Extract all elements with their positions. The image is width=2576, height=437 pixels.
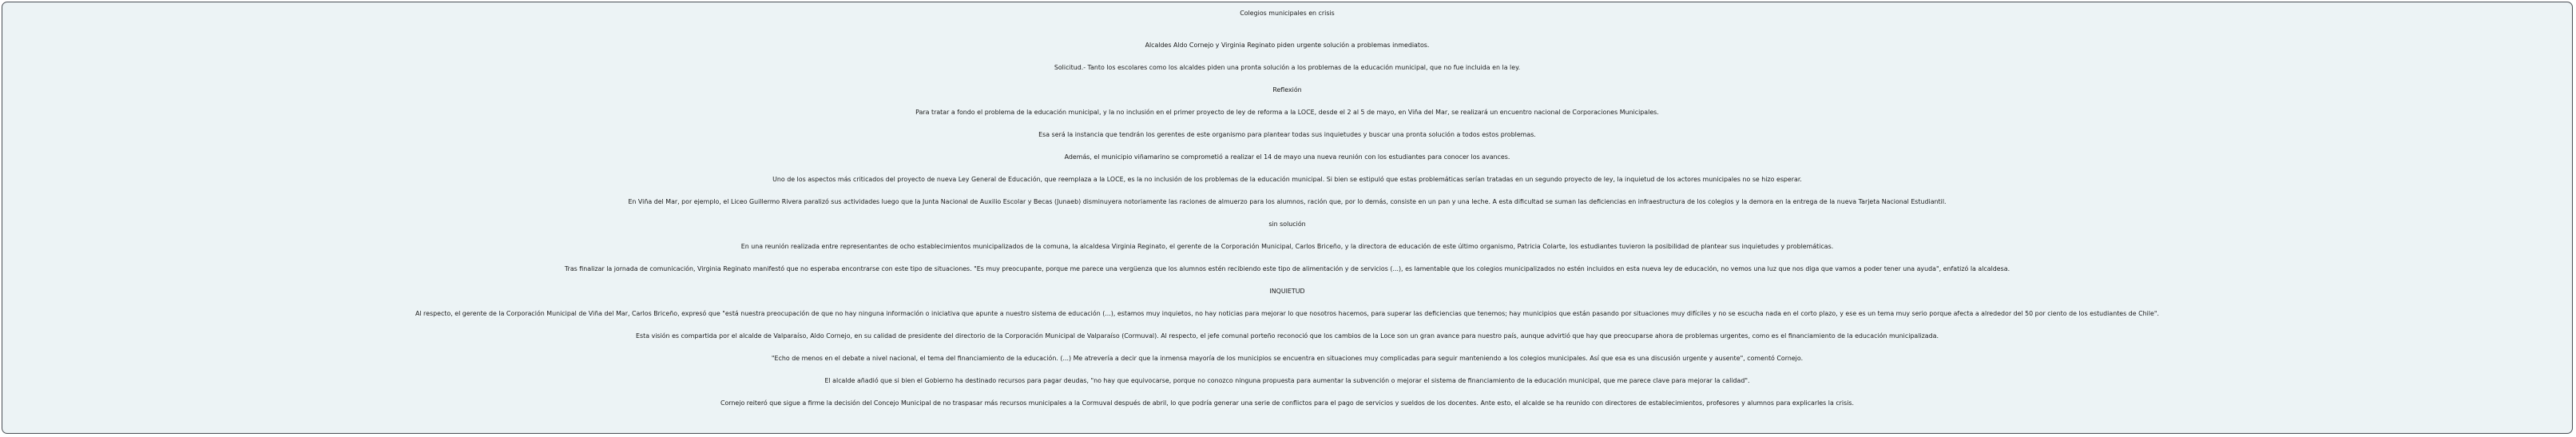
paragraph-solicitud: Solicitud.- Tanto los escolares como los alcaldes piden una pronta solución a los problemas de la educación municipal, que no fue incluida en la ley. bbox=[1054, 64, 1521, 71]
section-heading-reflexion: Reflexión bbox=[1272, 86, 1302, 93]
document-title: Colegios municipales en crisis bbox=[1240, 10, 1335, 17]
paragraph: Además, el municipio viñamarino se comprometió a realizar el 14 de mayo una nueva reunión con los estudiantes para conocer los avances. bbox=[1064, 153, 1510, 161]
paragraph: Esta visión es compartida por el alcalde de Valparaíso, Aldo Cornejo, en su calidad de presidente del directorio de la Corporación Municipal de Valparaíso (Cormuval). Al respecto, el jefe comunal porteño reconoció que los cambios de la Loce son un gran avance para nuestro país, aunque advirtió que hay que preocuparse ahora de problemas urgentes, como es el financiamiento de la educación municipalizada. bbox=[636, 332, 1939, 340]
section-heading-sin-solucion: sin solución bbox=[1268, 220, 1306, 228]
paragraph: Al respecto, el gerente de la Corporación Municipal de Viña del Mar, Carlos Briceño, expresó que "está nuestra preocupación de que no hay ninguna información o iniciativa que apunte a nuestro sistema de educación (...), estamos muy inquietos, no hay noticias para mejorar lo que nosotros hacemos, para superar las deficiencias que tenemos; hay municipios que están pasando por situaciones muy difíciles y no se escucha nada en el corto plazo, y ese es un tema muy serio porque afecta a alrededor del 50 por ciento de los estudiantes de Chile". bbox=[415, 310, 2160, 317]
paragraph: Cornejo reiteró que sigue a firme la decisión del Concejo Municipal de no traspasar más recursos municipales a la Cormuval después de abril, lo que podría generar una serie de conflictos para el pago de servicios y sueldos de los docentes. Ante esto, el alcalde se ha reunido con directores de establecimientos, profesores y alumnos para explicarles la crisis. bbox=[720, 399, 1855, 407]
paragraph: En Viña del Mar, por ejemplo, el Liceo Guillermo Rivera paralizó sus actividades luego que la Junta Nacional de Auxilio Escolar y Becas (Junaeb) disminuyera notoriamente las raciones de almuerzo para los alumnos, ración que, por lo demás, consiste en un pan y una leche. A esta dificultad se suman las deficiencias en infraestructura de los colegios y la demora en la entrega de la nueva Tarjeta Nacional Estudiantil. bbox=[628, 198, 1947, 205]
paragraph: Tras finalizar la jornada de comunicación, Virginia Reginato manifestó que no esperaba encontrarse con este tipo de situaciones. "Es muy preocupante, porque me parece una vergüenza que los alumnos estén recibiendo este tipo de alimentación y de servicios (...), es lamentable que los colegios municipalizados no estén incluidos en esta nueva ley de educación, no vemos una luz que nos diga que vamos a poder tener una ayuda", enfatizó la alcaldesa. bbox=[564, 265, 2010, 272]
paragraph: En una reunión realizada entre representantes de ocho establecimientos municipalizados de la comuna, la alcaldesa Virginia Reginato, el gerente de la Corporación Municipal, Carlos Briceño, y la directora de educación de este último organismo, Patricia Colarte, los estudiantes tuvieron la posibilidad de plantear sus inquietudes y problemáticas. bbox=[740, 243, 1834, 250]
paragraph: El alcalde añadió que si bien el Gobierno ha destinado recursos para pagar deudas, "no hay que equivocarse, porque no conozco ninguna propuesta para aumentar la subvención o mejorar el sistema de financiamiento de la educación municipal, que me parece clave para mejorar la calidad". bbox=[824, 377, 1750, 384]
paragraph: Esa será la instancia que tendrán los gerentes de este organismo para plantear todas sus inquietudes y buscar una pronta solución a todos estos problemas. bbox=[1038, 131, 1536, 138]
paragraph: "Echo de menos en el debate a nivel nacional, el tema del financiamiento de la educación. (...) Me atrevería a decir que la inmensa mayoría de los municipios se encuentra en situaciones muy complicadas para seguir manteniendo a los colegios municipales. Así que esa es una discusión urgente y ausente", comentó Cornejo. bbox=[771, 355, 1804, 362]
document-page bbox=[2, 2, 2573, 434]
paragraph: Para tratar a fondo el problema de la educación municipal, y la no inclusión en el primer proyecto de ley de reforma a la LOCE, desde el 2 al 5 de mayo, en Viña del Mar, se realizará un encuentro nacional de Corporaciones Municipales. bbox=[915, 109, 1659, 116]
paragraph: Uno de los aspectos más criticados del proyecto de nueva Ley General de Educación, que reemplaza a la LOCE, es la no inclusión de los problemas de la educación municipal. Si bien se estipuló que estas problemáticas serían tratadas en un segundo proyecto de ley, la inquietud de los actores municipales no se hizo esperar. bbox=[772, 176, 1802, 183]
section-heading-inquietud: INQUIETUD bbox=[1269, 288, 1305, 295]
paragraph-lead: Alcaldes Aldo Cornejo y Virginia Reginato piden urgente solución a problemas inmediatos. bbox=[1145, 42, 1430, 49]
